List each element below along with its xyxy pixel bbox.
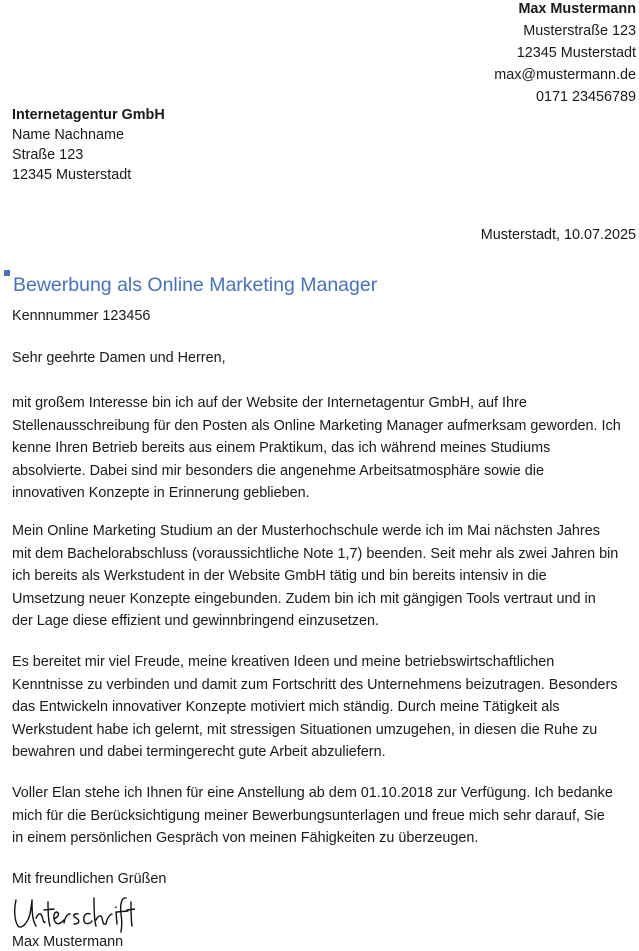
recipient-street: Straße 123	[12, 147, 84, 163]
letter-date: Musterstadt, 10.07.2025	[480, 227, 636, 243]
handwritten-signature	[10, 892, 135, 934]
paragraph-line: absolvierte. Dabei sind mir besonders die angenehme Arbeitsatmosphäre sowie die	[12, 462, 544, 479]
recipient-company: Internetagentur GmbH	[12, 107, 165, 123]
sender-street: Musterstraße 123	[523, 23, 636, 39]
paragraph-1	[12, 392, 636, 505]
paragraph-line: kenne Ihren Betrieb bereits aus einem Praktikum, das ich während meines Studiums	[12, 440, 551, 457]
paragraph-line: mit großem Interesse bin ich auf der Website der Internetagentur GmbH, auf Ihre	[12, 395, 527, 411]
sender-phone: 0171 23456789	[535, 89, 636, 105]
paragraph-4	[12, 782, 636, 850]
paragraph-line: in einem persönlichen Gespräch von meinen Fähigkeiten zu überzeugen.	[12, 830, 479, 847]
paragraph-line: bewahren und dabei termingerecht gute Arbeit abzuliefern.	[12, 744, 386, 761]
paragraph-line: Stellenausschreibung für den Posten als Online Marketing Manager aufmerksam geworden. Ich	[12, 417, 621, 434]
paragraph-line: ich bereits als Werkstudent in der Website GmbH tätig und bin bereits intensiv in die	[12, 568, 547, 585]
subject-marker	[4, 270, 10, 276]
sender-email: max@mustermann.de	[494, 67, 636, 83]
paragraph-line: Voller Elan stehe ich Ihnen für eine Anstellung ab dem 01.10.2018 zur Verfügung. Ich bedanke	[12, 785, 613, 801]
paragraph-line: der Lage diese effizient und gewinnbringend einzusetzen.	[12, 613, 379, 630]
paragraph-line: Es bereitet mir viel Freude, meine kreativen Ideen und meine betriebswirtschaftlichen	[12, 654, 555, 670]
recipient-address-block	[12, 105, 165, 185]
recipient-city: 12345 Musterstadt	[12, 167, 132, 183]
letter-subject: Bewerbung als Online Marketing Manager	[13, 274, 378, 296]
paragraph-line: mich für die Berücksichtigung meiner Bewerbungsunterlagen und freue mich sehr darauf, Sie	[12, 807, 605, 824]
paragraph-2	[12, 520, 636, 633]
sender-name: Max Mustermann	[518, 1, 636, 17]
recipient-contact: Name Nachname	[12, 127, 124, 143]
paragraph-line: Mein Online Marketing Studium an der Musterhochschule werde ich im Mai nächsten Jahres	[12, 523, 600, 539]
paragraph-line: Werkstudent habe ich gelernt, mit stressigen Situationen umzugehen, in diesen die Ruhe zu	[12, 721, 598, 738]
paragraph-line: innovativen Konzepte in Erinnerung geblieben.	[12, 485, 310, 502]
paragraph-3	[12, 651, 636, 764]
sender-address-block	[494, 0, 636, 108]
reference-number: Kennnummer 123456	[12, 308, 151, 324]
paragraph-line: mit dem Bachelorabschluss (voraussichtliche Note 1,7) beenden. Seit mehr als zwei Jahren bin	[12, 545, 619, 562]
signer-name: Max Mustermann	[12, 934, 124, 950]
salutation: Sehr geehrte Damen und Herren,	[12, 350, 226, 366]
closing-phrase: Mit freundlichen Grüßen	[12, 871, 167, 887]
sender-city: 12345 Musterstadt	[516, 45, 636, 61]
paragraph-line: Kenntnisse zu verbinden und damit zum Fortschritt des Unternehmens beizutragen. Besonders	[12, 676, 618, 693]
paragraph-line: Umsetzung neuer Konzepte eingebunden. Zudem bin ich mit gängigen Tools vertraut und in	[12, 590, 596, 607]
paragraph-line: das Entwickeln innovativer Konzepte motiviert mich ständig. Durch meine Tätigkeit als	[12, 699, 560, 716]
